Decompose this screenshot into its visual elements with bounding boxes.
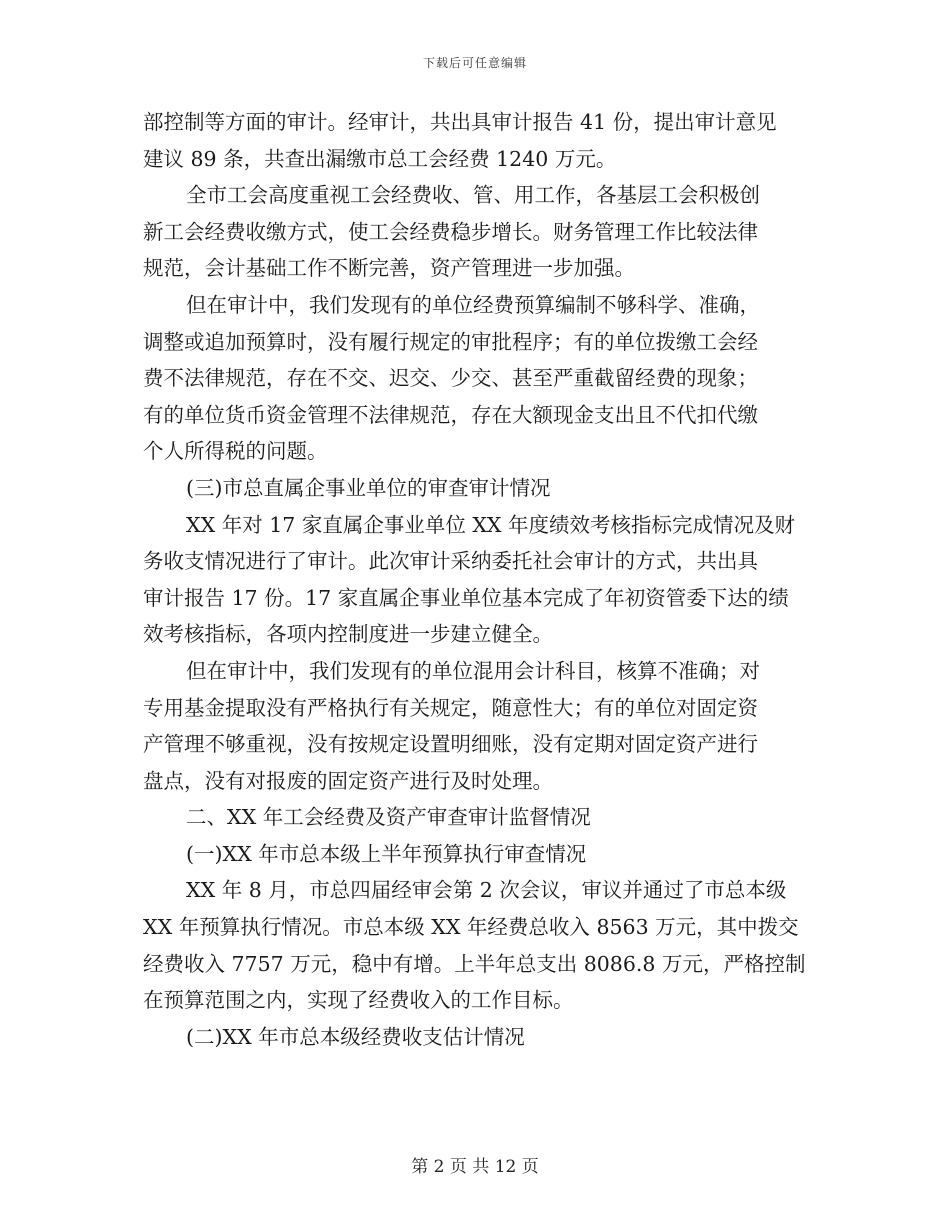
body-text-line: 规范，会计基础工作不断完善，资产管理进一步加强。 — [143, 256, 635, 281]
body-text-line: 务收支情况进行了审计。此次审计采纳委托社会审计的方式，共出具 — [143, 549, 758, 574]
body-text-line: XX 年对 17 家直属企事业单位 XX 年度绩效考核指标完成情况及财 — [186, 512, 796, 537]
body-text-line: 经费收入 7757 万元，稳中有增。上半年总支出 8086.8 万元，严格控制 — [143, 951, 806, 976]
body-text-line: XX 年预算执行情况。市总本级 XX 年经费总收入 8563 万元，其中拨交 — [143, 915, 799, 940]
body-text-line: (三)市总直属企事业单位的审查审计情况 — [186, 475, 551, 500]
body-text-line: (一)XX 年市总本级上半年预算执行审查情况 — [186, 841, 587, 866]
body-text-line: 二、XX 年工会经费及资产审查审计监督情况 — [186, 805, 591, 830]
body-text-line: 个人所得税的问题。 — [143, 439, 328, 464]
document-body — [143, 104, 811, 1055]
body-text-line: 部控制等方面的审计。经审计，共出具审计报告 41 份，提出审计意见 — [143, 110, 777, 134]
body-text-line: 建议 89 条，共查出漏缴市总工会经费 1240 万元。 — [143, 146, 617, 171]
body-text-line: 审计报告 17 份。17 家直属企事业单位基本完成了年初资管委下达的绩 — [143, 585, 789, 610]
body-text-line: XX 年 8 月，市总四届经审会第 2 次会议，审议并通过了市总本级 — [186, 878, 787, 903]
body-text-line: 效考核指标，各项内控制度进一步建立健全。 — [143, 622, 553, 647]
body-text-line: 但在审计中，我们发现有的单位混用会计科目，核算不准确；对 — [186, 658, 760, 683]
body-text-line: 但在审计中，我们发现有的单位经费预算编制不够科学、准确， — [186, 292, 760, 317]
body-text-line: (二)XX 年市总本级经费收支估计情况 — [186, 1024, 525, 1049]
body-text-line: 有的单位货币资金管理不法律规范，存在大额现金支出且不代扣代缴 — [143, 402, 758, 427]
body-text-line: 专用基金提取没有严格执行有关规定，随意性大；有的单位对固定资 — [143, 695, 758, 720]
page-header: 下载后可任意编辑 — [422, 56, 527, 70]
body-text-line: 全市工会高度重视工会经费收、管、用工作，各基层工会积极创 — [186, 183, 760, 208]
body-text-line: 调整或追加预算时，没有履行规定的审批程序；有的单位拨缴工会经 — [143, 329, 758, 354]
body-text-line: 产管理不够重视，没有按规定设置明细账，没有定期对固定资产进行 — [143, 732, 758, 757]
body-text-line: 费不法律规范，存在不交、迟交、少交、甚至严重截留经费的现象； — [143, 366, 758, 391]
body-text-line: 在预算范围之内，实现了经费收入的工作目标。 — [143, 988, 574, 1013]
body-text-line: 盘点，没有对报废的固定资产进行及时处理。 — [143, 768, 553, 793]
body-text-line: 新工会经费收缴方式，使工会经费稳步增长。财务管理工作比较法律 — [143, 219, 758, 244]
page-footer: 第 2 页 共 12 页 — [411, 1157, 539, 1177]
